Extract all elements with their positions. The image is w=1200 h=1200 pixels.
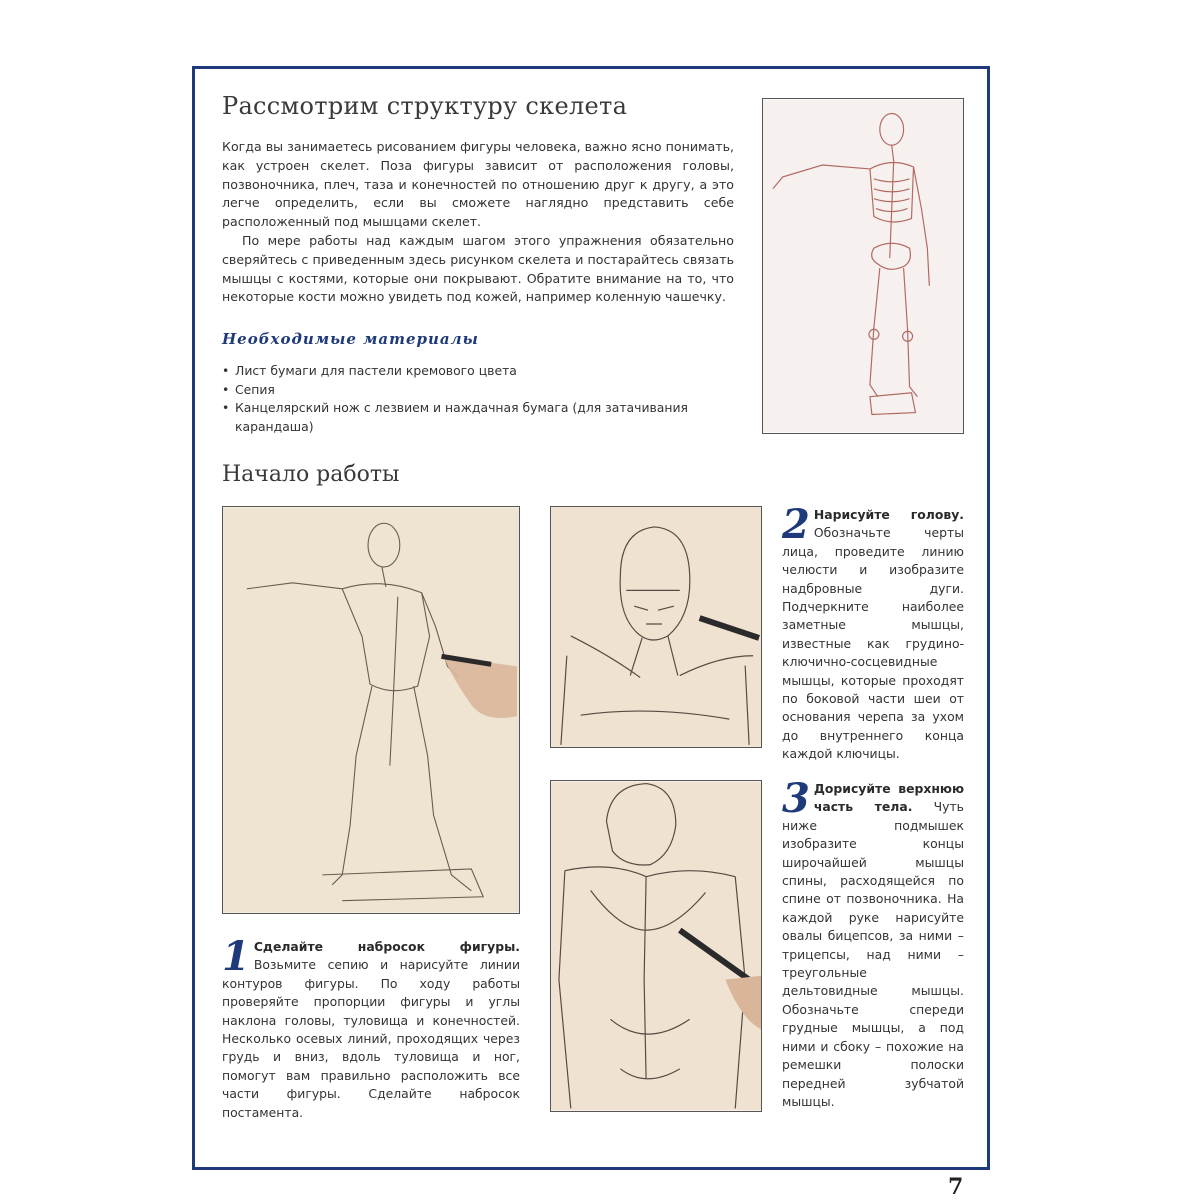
- skeleton-drawing: [762, 98, 964, 434]
- step-number: 1: [222, 933, 250, 980]
- materials-item: • Лист бумаги для пастели кремового цвета: [222, 362, 692, 381]
- step-title: Сделайте набросок фигуры.: [253, 939, 520, 954]
- materials-list: [222, 362, 692, 436]
- materials-item: • Канцелярский нож с лезвием и наждачная бумага (для затачивания карандаша): [222, 399, 692, 436]
- materials-item: • Сепия: [222, 381, 692, 400]
- figure-sketch-illustration: [223, 507, 519, 913]
- step-number: 2: [782, 501, 810, 548]
- intro-paragraph-1: Когда вы занимаетесь рисованием фигуры человека, важно ясно понимать, как устроен скелет. Поза фигуры зависит от расположения головы, позвоночника, плеч, таза и конечностей по отношению друг к другу, а это легче определить, если вы сможете наглядно представить себе расположенный под мышцами скелет.: [222, 139, 734, 230]
- step-2-image: [550, 506, 762, 748]
- section-title: Начало работы: [222, 462, 400, 487]
- step-text: Чуть ниже подмышек изобразите концы широчайшей мышцы спины, расходящейся по спине от позвоночника. На каждой руке нарисуйте овалы бицепсов, за ними – трицепсы, над ними – треугольные дельтовидные мышцы. Обозначьте спереди грудные мышцы, а под ними и сбоку – похожие на ремешки полоски передней зубчатой мышцы.: [782, 799, 964, 1109]
- step-title: Нарисуйте голову.: [813, 507, 964, 522]
- step-2: [782, 501, 964, 764]
- step-1-image: [222, 506, 520, 914]
- step-number: 3: [782, 775, 810, 822]
- skeleton-sketch-illustration: [763, 99, 963, 433]
- step-1: [222, 933, 520, 1122]
- step-text: Возьмите сепию и нарисуйте линии контуров фигуры. По ходу работы проверяйте пропорции фигуры и углы наклона головы, туловища и конечностей. Несколько осевых линий, проходящих через грудь и вниз, вдоль туловища и ног, помогут вам правильно расположить все части фигуры. Сделайте набросок постамента.: [222, 957, 520, 1120]
- head-sketch-illustration: [551, 507, 761, 747]
- step-text: Обозначьте черты лица, проведите линию челюсти и изобразите надбровные дуги. Подчеркните наиболее заметные мышцы, известные как грудино-ключично-сосцевидные мышцы, которые проходят по боковой части шеи от основания черепа за ухом до внутреннего конца каждой ключицы.: [782, 525, 964, 762]
- materials-title: Необходимые материалы: [222, 330, 479, 348]
- page-heading: Рассмотрим структуру скелета: [222, 92, 628, 120]
- step-3: [782, 775, 964, 1111]
- step-3-image: [550, 780, 762, 1112]
- intro-paragraph-2: По мере работы над каждым шагом этого упражнения обязательно сверяйтесь с приведенным здесь рисунком скелета и постарайтесь связать мышцы с костями, которые они покрывают. Обратите внимание на то, что некоторые кости можно увидеть под кожей, например коленную чашечку.: [222, 232, 734, 305]
- page-number: 7: [948, 1174, 964, 1200]
- step-title: Дорисуйте верхнюю часть тела.: [813, 781, 964, 815]
- torso-sketch-illustration: [551, 781, 761, 1111]
- intro-text: [222, 138, 734, 307]
